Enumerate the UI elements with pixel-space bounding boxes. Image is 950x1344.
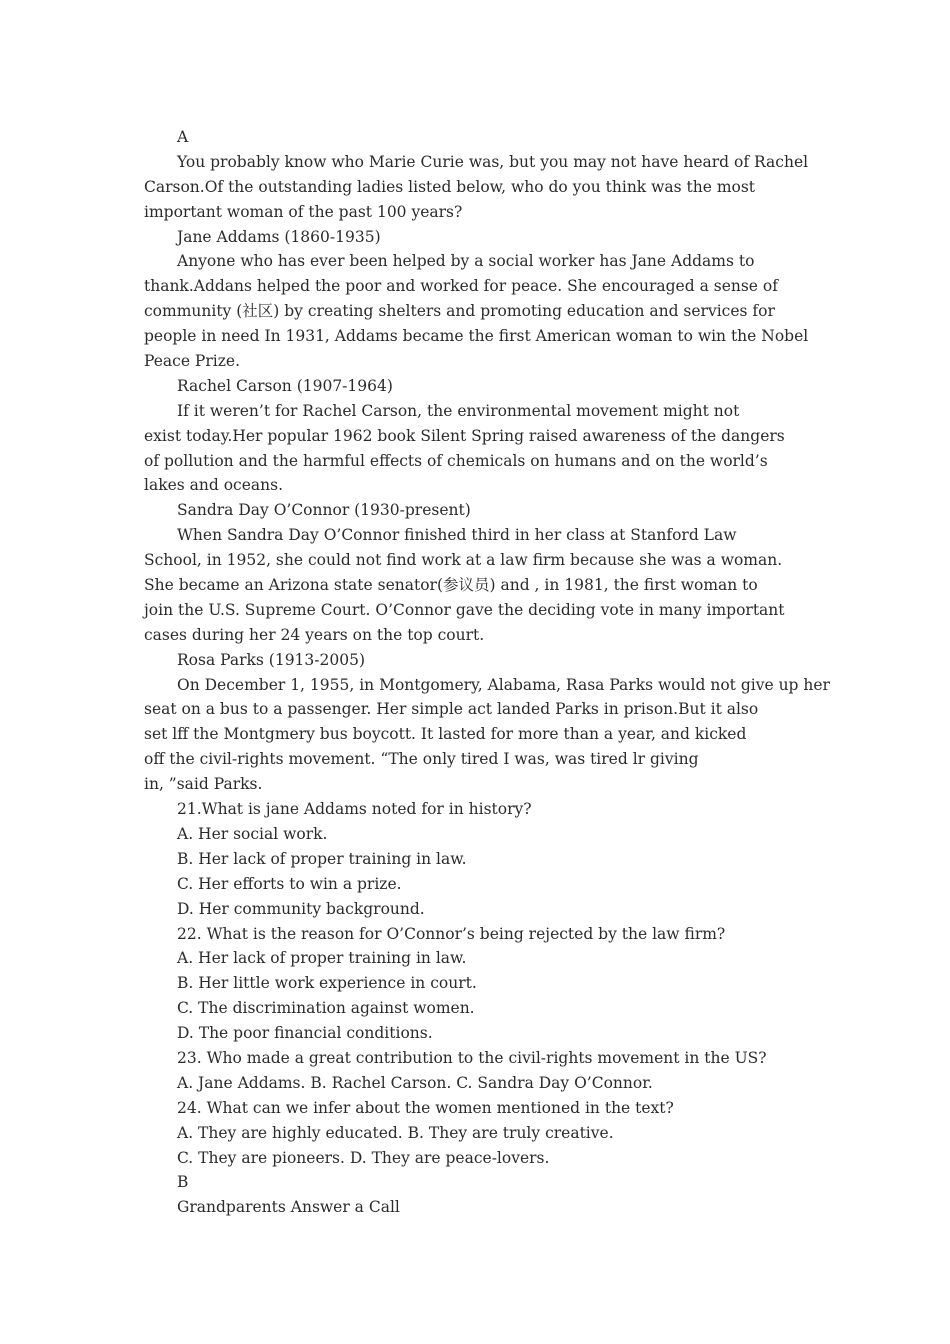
intro-line: Carson.Of the outstanding ladies listed below, who do you think was the most <box>144 177 756 196</box>
section-heading: Sandra Day O’Connor (1930-present) <box>177 501 471 520</box>
question-22 <box>144 922 810 1046</box>
question-stem: 24. What can we infer about the women mentioned in the text? <box>177 1098 674 1117</box>
document-page <box>144 125 830 1220</box>
answer-option: A. Her lack of proper training in law. <box>177 949 467 968</box>
question-stem: 21.What is jane Addams noted for in history? <box>177 800 532 819</box>
answer-option: A. Jane Addams. B. Rachel Carson. C. Sandra Day O’Connor. <box>177 1073 653 1092</box>
body-line: of pollution and the harmful effects of chemicals on humans and on the world’s <box>144 451 768 470</box>
section-rachel-carson <box>144 374 810 498</box>
question-24 <box>144 1096 810 1171</box>
body-line: School, in 1952, she could not find work at a law firm because she was a woman. <box>144 551 783 570</box>
section-jane-addams <box>144 225 810 374</box>
answer-option: A. They are highly educated. B. They are truly creative. <box>177 1123 614 1142</box>
body-line: On December 1, 1955, in Montgomery, Alabama, Rasa Parks would not give up her <box>177 675 830 694</box>
body-line: set lff the Montgmery bus boycott. It lasted for more than a year, and kicked <box>144 725 747 744</box>
body-line: Anyone who has ever been helped by a social worker has Jane Addams to <box>177 252 755 271</box>
body-line: lakes and oceans. <box>144 476 284 495</box>
body-line: join the U.S. Supreme Court. O’Connor gave the deciding vote in many important <box>144 600 785 619</box>
answer-option: C. They are pioneers. D. They are peace-lovers. <box>177 1148 550 1167</box>
body-line: thank.Addans helped the poor and worked for peace. She encouraged a sense of <box>144 277 778 296</box>
answer-option: D. The poor financial conditions. <box>177 1024 433 1043</box>
question-stem: 22. What is the reason for O’Connor’s being rejected by the law firm? <box>177 924 726 943</box>
answer-option: C. The discrimination against women. <box>177 999 475 1018</box>
answer-option: C. Her efforts to win a prize. <box>177 874 402 893</box>
passage-a-intro <box>144 150 810 225</box>
answer-option: B. Her lack of proper training in law. <box>177 849 467 868</box>
section-heading: Rosa Parks (1913-2005) <box>177 650 366 669</box>
body-line: If it weren’t for Rachel Carson, the environmental movement might not <box>177 401 740 420</box>
body-line: She became an Arizona state senator(参议员) and , in 1981, the first woman to <box>144 576 758 595</box>
body-line: When Sandra Day O’Connor finished third in her class at Stanford Law <box>177 526 737 545</box>
section-sandra-day-oconnor <box>144 498 810 647</box>
answer-option: A. Her social work. <box>177 824 328 843</box>
passage-a-label: A <box>177 128 189 146</box>
body-line: in, ”said Parks. <box>144 775 263 794</box>
body-line: community (社区) by creating shelters and promoting education and services for <box>144 302 775 321</box>
passage-b-label: B <box>177 1173 189 1192</box>
body-line: cases during her 24 years on the top court. <box>144 625 485 644</box>
body-line: Peace Prize. <box>144 352 240 371</box>
section-heading: Jane Addams (1860-1935) <box>177 227 381 246</box>
answer-option: B. Her little work experience in court. <box>177 974 477 993</box>
answer-option: D. Her community background. <box>177 899 425 918</box>
body-line: exist today.Her popular 1962 book Silent Spring raised awareness of the dangers <box>144 426 785 445</box>
section-rosa-parks <box>144 648 830 797</box>
question-23 <box>144 1046 810 1096</box>
intro-line: important woman of the past 100 years? <box>144 202 463 221</box>
body-line: off the civil-rights movement. “The only tired I was, was tired lr giving <box>144 750 699 769</box>
body-line: seat on a bus to a passenger. Her simple act landed Parks in prison.But it also <box>144 700 759 719</box>
section-heading: Rachel Carson (1907-1964) <box>177 376 393 395</box>
body-line: people in need In 1931, Addams became the first American woman to win the Nobel <box>144 327 809 346</box>
question-21 <box>144 797 810 921</box>
passage-b-title: Grandparents Answer a Call <box>177 1198 400 1217</box>
intro-line: You probably know who Marie Curie was, but you may not have heard of Rachel <box>177 152 809 171</box>
question-stem: 23. Who made a great contribution to the civil-rights movement in the US? <box>177 1048 767 1067</box>
